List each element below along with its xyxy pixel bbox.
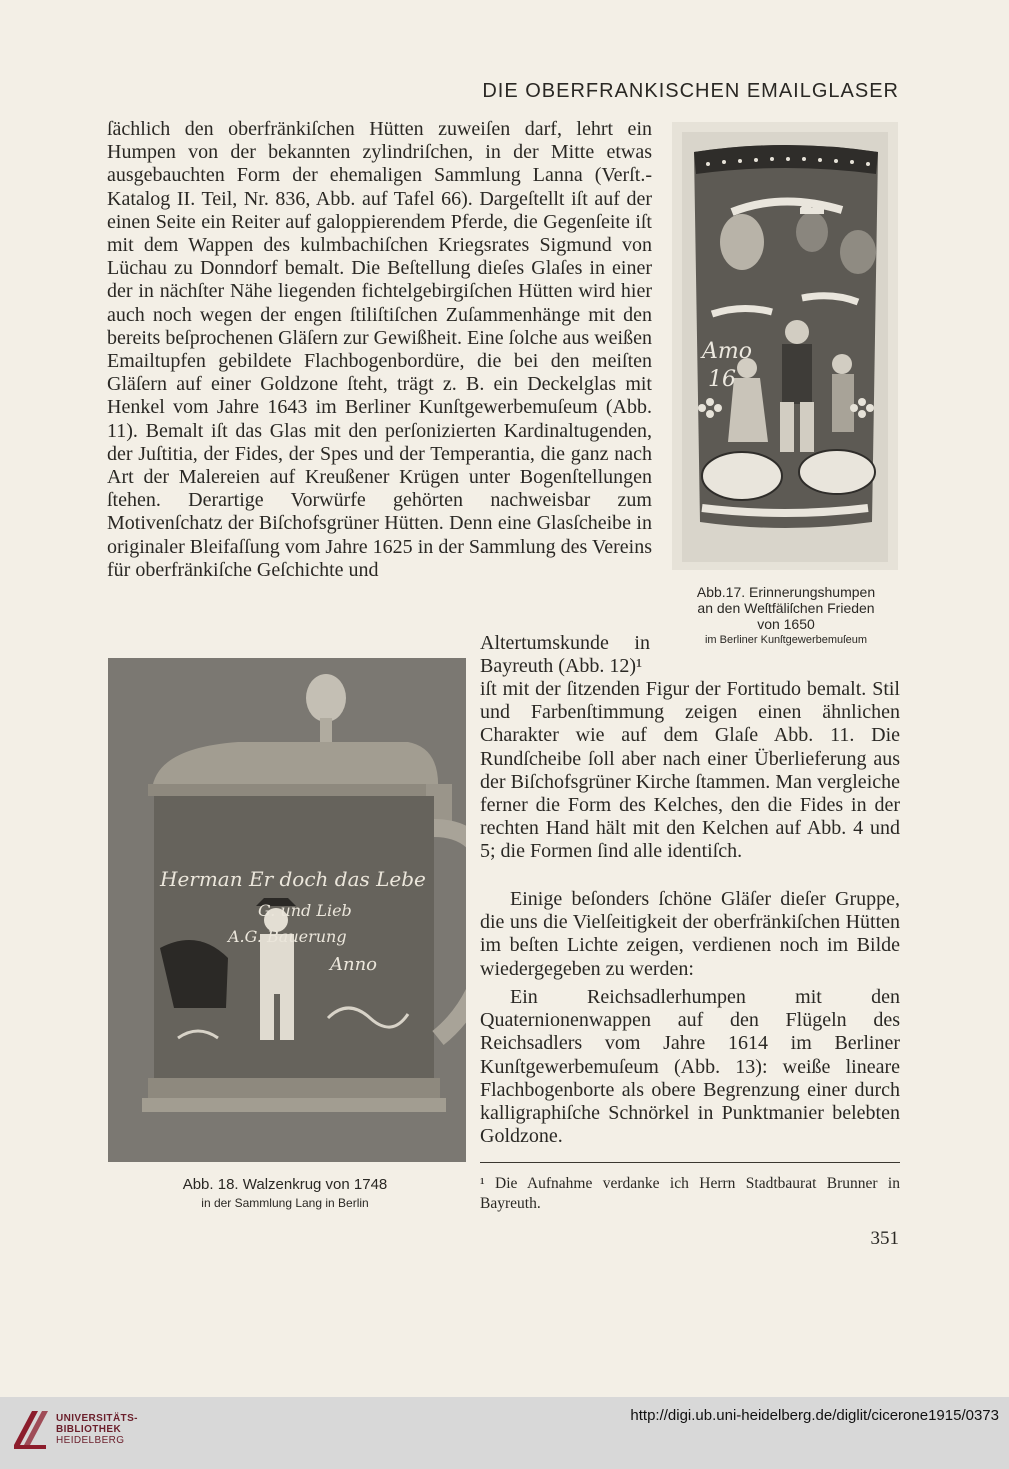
figure-18-caption-line1: Abb. 18. Walzenkrug von 1748: [182, 1176, 388, 1193]
digitization-footer: [0, 1397, 1009, 1469]
mug-inscription-line3: A.G. Bauerung: [228, 927, 347, 946]
humpen-illustration: [672, 122, 898, 570]
page-number: 351: [870, 1228, 899, 1249]
glass-inscription-year: 16: [708, 367, 736, 392]
library-name-line2: BIBLIOTHEK: [56, 1424, 122, 1435]
figure-18-photo: [108, 658, 466, 1162]
glass-inscription-amo: Amo: [702, 339, 752, 364]
body-paragraph-continuation: Altertumskunde in Bayreuth (Abb. 12)¹: [480, 632, 650, 678]
figure-17-caption-line3: von 1650: [757, 616, 815, 632]
body-paragraph-top: ſächlich den oberfränkiſchen Hütten zuweiſen darf, lehrt ein Humpen von der bekannten zylindriſchen, in der Mitte etwas ausgebauchten Form der ehemaligen Sammlung Lanna (Verſt.-Katalog II. Teil, Nr. 836, Abb. auf Tafel 66). Dargeſtellt iſt auf der einen Seite ein Reiter auf galoppierendem Pferde, die Gegenſeite iſt mit dem Wappen des kulmbachiſchen Kriegsrates Sigmund von Lüchau zu Donndorf bemalt. Die Beſtellung dieſes Glaſes in einer der in nächſter Nähe liegenden fichtelgebirgiſchen Hütten wird hier auch noch wegen der engen ſtiliſtiſchen Zuſammenhänge mit den bereits beſprochenen Gläſern zur Gewißheit. Eine ſolche aus weißen Emailtupfen gebildete Flachbogenbordüre, die bei den meiſten Gläſern auf einer Goldzone ſteht, trägt z. B. ein Deckelglas mit Henkel vom Jahre 1643 im Berliner Kunſtgewerbemuſeum (Abb. 11). Bemalt iſt das Glas mit den perſonizierten Kardinaltugenden, der Juſtitia, der Fides, der Spes und der Temperantia, die ganz nach Art der Malereien auf Kreußener Krügen unter Bogenſtellungen ſtehen. Derartige Vorwürfe gehörten nachweisbar zum Motivenſchatz der Biſchofsgrüner Hütten. Denn eine Glasſcheibe in originaler Bleifaſſung vom Jahre 1625 in der Sammlung des Vereins für oberfränkiſche Geſchichte und: [107, 118, 652, 581]
body-paragraph-reichsadler: Ein Reichsadlerhumpen mit den Quaternionenwappen auf den Flügeln des Reichsadlers vom Jahre 1614 im Berliner Kunſtgewerbemuſeum (Abb. 13): weiße lineare Flachbogenborte als obere Begrenzung einer durch kalligraphiſche Schnörkel in Punktmanier belebten Goldzone.: [480, 986, 900, 1148]
figure-17-caption-line4: im Berliner Kunſtgewerbemuſeum: [704, 634, 867, 646]
body-paragraph-group: Einige beſonders ſchöne Gläſer dieſer Gruppe, die uns die Vielſeitigkeit der oberfränkiſchen Hütten im beſten Lichte zeigen, verdienen noch im Bilde wiedergegeben zu werden:: [480, 888, 900, 980]
footnote-divider: [480, 1162, 900, 1163]
body-paragraph-fortitudo: iſt mit der ſitzenden Figur der Fortitudo bemalt. Stil und Farbenſtimmung zeigen einen ähnlichen Charakter wie auf dem Glaſe Abb. 11. Die Rundſcheibe ſoll aber nach einer Überlieferung aus der Biſchofsgrüner Kirche ſtammen. Man vergleiche ferner die Form des Kelches, den die Fides in der rechten Hand hält mit den Kelchen auf Abb. 4 und 5; die Formen ſind alle identiſch.: [480, 678, 900, 863]
figure-17-photo: [672, 122, 898, 570]
figure-17-caption-line1: Abb.17. Erinnerungshumpen: [696, 584, 876, 600]
library-name-line1: UNIVERSITÄTS-: [56, 1413, 138, 1424]
walzenkrug-illustration: [108, 658, 466, 1162]
mug-inscription-line1: Herman Er doch das Lebe: [160, 867, 426, 891]
source-url-link[interactable]: http://digi.ub.uni-heidelberg.de/diglit/cicerone1915/0373: [630, 1407, 999, 1424]
library-logo-icon: [10, 1405, 50, 1451]
figure-17-caption: [668, 584, 904, 648]
running-head: DIE OBERFRANKISCHEN EMAILGLASER: [482, 80, 899, 102]
mug-inscription-line2: G. und Lieb: [258, 901, 352, 920]
figure-17-caption-line2: an den Weſtfäliſchen Frieden: [697, 600, 875, 616]
library-name-line3: HEIDELBERG: [56, 1435, 125, 1446]
mug-inscription-line4: Anno: [330, 954, 378, 975]
library-name: [56, 1413, 138, 1446]
figure-18-caption-line2: in der Sammlung Lang in Berlin: [201, 1196, 369, 1210]
footnote: ¹ Die Aufnahme verdanke ich Herrn Stadtbaurat Brunner in Bayreuth.: [480, 1175, 900, 1212]
figure-18-caption: [120, 1176, 450, 1212]
